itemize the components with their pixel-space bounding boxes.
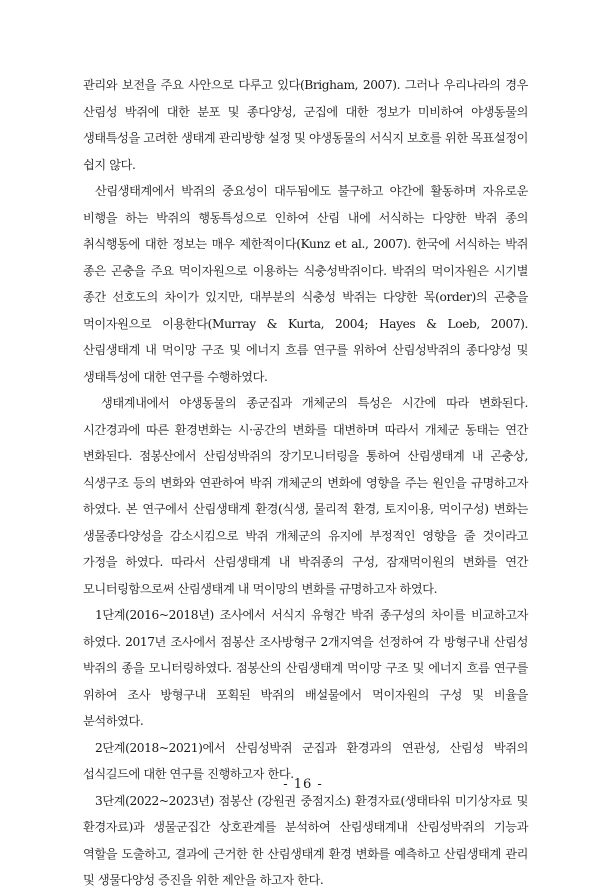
document-body [83, 72, 528, 894]
paragraph-phase-2: 2단계(2018~2021)에서 산림성박쥐 군집과 환경과의 연관성, 산림성 박쥐의 섭식길드에 대한 연구를 진행하고자 한다. [83, 740, 528, 781]
paragraph-phase-1: 1단계(2016~2018년) 조사에서 서식지 유형간 박쥐 종구성의 차이를 비교하고자 하였다. 2017년 조사에서 점봉산 조사방형구 2개지역을 선정하여 각 방형구내 산림성 박쥐의 종을 모니터링하였다. 점봉산의 산림생태계 먹이망 구조 및 에너지 흐름 연구를 위하여 조사 방형구내 포획된 박쥐의 배설물에서 먹이자원의 구성 및 비율을 분석하였다. [83, 608, 528, 728]
paragraph-bat-importance: 산림생태계에서 박쥐의 중요성이 대두됨에도 불구하고 야간에 활동하며 자유로운 비행을 하는 박쥐의 행동특성으로 인하여 산림 내에 서식하는 다양한 박쥐 종의 취식행동에 대한 정보는 매우 제한적이다(Kunz et al., 2007). 한국에 서식하는 박쥐 종은 곤충을 주요 먹이자원으로 이용하는 식충성박쥐이다. 박쥐의 먹이자원은 시기별 종간 선호도의 차이가 있지만, 대부분의 식충성 박쥐는 다양한 목(order)의 곤충을 먹이자원으로 이용한다(Murray & Kurta, 2004; Hayes & Loeb, 2007). 산림생태계 내 먹이망 구조 및 에너지 흐름 연구를 위하여 산림성박쥐의 종다양성 및 생태특성에 대한 연구를 수행하였다. [83, 184, 528, 384]
paragraph-phase-3: 3단계(2022~2023년) 점봉산 (강원권 중점지소) 환경자료(생태타워 미기상자료 및 환경자료)과 생물군집간 상호관계를 분석하여 산림생태계내 산림성박쥐의 기능과 역할을 도출하고, 결과에 근거한 한 산림생태계 환경 변화를 예측하고 산림생태계 관리 및 생물다양성 증진을 위한 제안을 하고자 한다. [83, 793, 528, 887]
paragraph-population-dynamics: 생태계내에서 야생동물의 종군집과 개체군의 특성은 시간에 따라 변화된다. 시간경과에 따른 환경변화는 시·공간의 변화를 대변하며 따라서 개체군 동태는 연간 변화된다. 점봉산에서 산림성박쥐의 장기모니터링을 통하여 산림생태계 내 곤충상, 식생구조 등의 변화와 연관하여 박쥐 개체군의 변화에 영향을 주는 원인을 규명하고자 하였다. 본 연구에서 산림생태계 환경(식생, 물리적 환경, 토지이용, 먹이구성) 변화는 생물종다양성을 감소시킴으로 박쥐 개체군의 유지에 부정적인 영향을 줄 것이라고 가정을 하였다. 따라서 산림생태계 내 박쥐종의 구성, 잠재먹이원의 변화를 연간 모니터링함으로써 산림생태계 내 먹이망의 변화를 규명하고자 하였다. [83, 396, 528, 596]
page-number: - 16 - [283, 777, 323, 792]
paragraph-habitat-management: 관리와 보전을 주요 사안으로 다루고 있다(Brigham, 2007). 그러나 우리나라의 경우 산림성 박쥐에 대한 분포 및 종다양성, 군집에 대한 정보가 미비하여 야생동물의 생태특성을 고려한 생태계 관리방향 설정 및 야생동물의 서식지 보호를 위한 목표설정이 쉽지 않다. [83, 78, 528, 172]
